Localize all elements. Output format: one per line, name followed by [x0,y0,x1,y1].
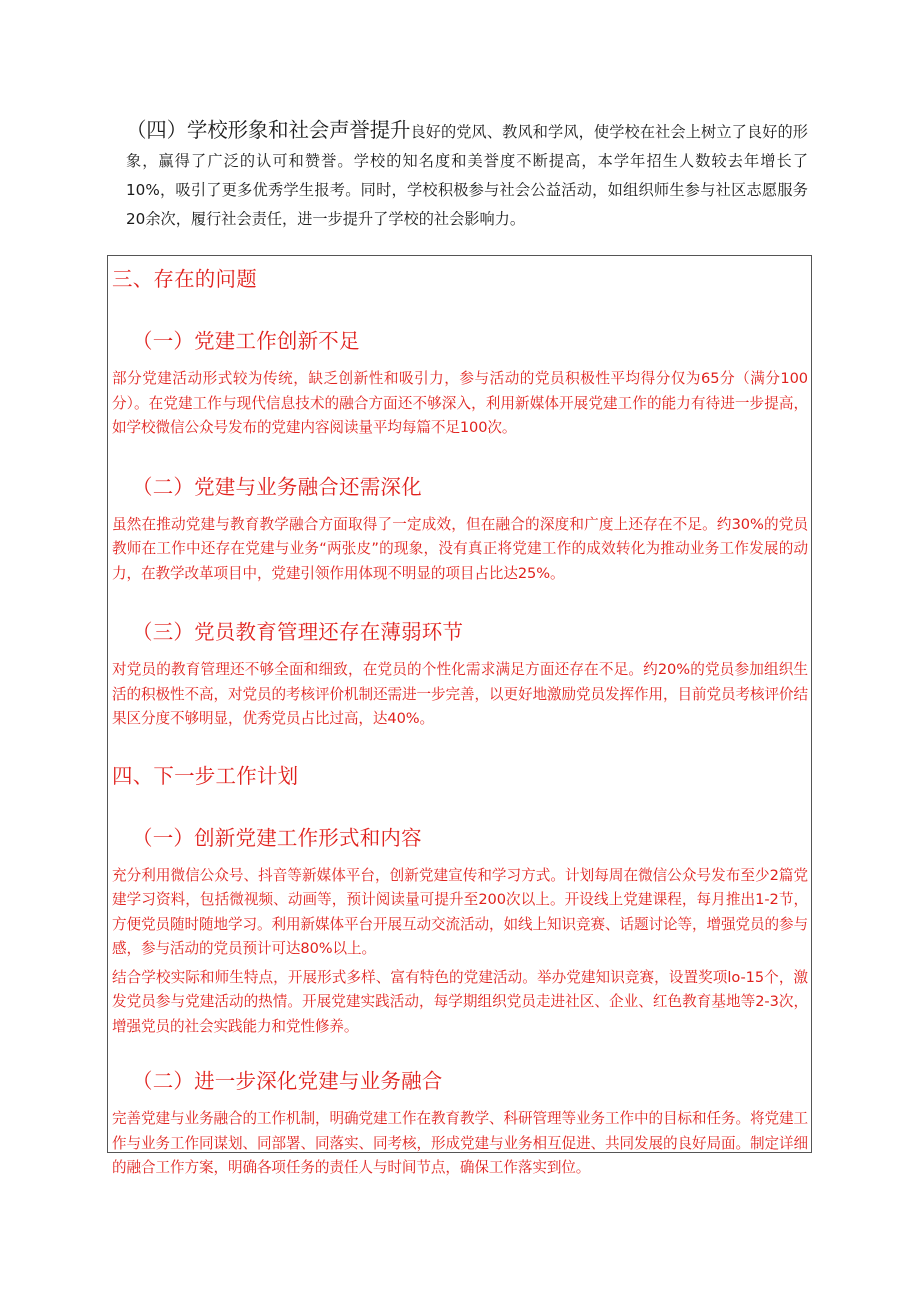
problem-text-3: 对党员的教育管理还不够全面和细致，在党员的个性化需求满足方面还存在不足。约20%的党员参加组织生活的积极性不高，对党员的考核评价机制还需进一步完善，以更好地激励党员发挥作用，目前党员考核评价结果区分度不够明显，优秀党员占比过高，达40%。 [112,661,808,727]
section-title-problems: 三、存在的问题 [112,267,257,291]
problem-text-2: 虽然在推动党建与教育教学融合方面取得了一定成效，但在融合的深度和广度上还存在不足。约30%的党员教师在工作中还存在党建与业务“两张皮”的现象，没有真正将党建工作的成效转化为推动业务工作发展的动力，在教学改革项目中，党建引领作用体现不明显的项目占比达25%。 [112,515,808,582]
plan-heading-2: （二）进一步深化党建与业务融合 [132,1069,443,1093]
plan-text-1a: 充分利用微信公众号、抖音等新媒体平台，创新党建宣传和学习方式。计划每周在微信公众号发布至少2篇党建学习资料，包括微视频、动画等，预计阅读量可提升至200次以上。开设线上党建课程，每月推出1-2节，方便党员随时随地学习。利用新媒体平台开展互动交流活动，如线上知识竞赛、话题讨论等，增强党员的参与感，参与活动的党员预计可达80%以上。 [112,866,808,957]
problem-heading-3: （三）党员教育管理还存在薄弱环节 [132,620,464,644]
problem-heading-1: （一）党建工作创新不足 [132,329,360,353]
intro-paragraph [108,116,808,234]
plan-text-2a: 完善党建与业务融合的工作机制，明确党建工作在教育教学、科研管理等业务工作中的目标和任务。将党建工作与业务工作同谋划、同部署、同落实、同考核，形成党建与业务相互促进、共同发展的良好局面。制定详细的融合工作方案，明确各项任务的责任人与时间节点，确保工作落实到位。 [112,1110,808,1176]
content-box [107,255,812,1176]
plan-text-1b: 结合学校实际和师生特点，开展形式多样、富有特色的党建活动。举办党建知识竞赛，设置奖项lo-15个，激发党员参与党建活动的热情。开展党建实践活动，每学期组织党员走进社区、企业、红色教育基地等2-3次，增强党员的社会实践能力和党性修养。 [112,968,808,1035]
problem-heading-2: （二）党建与业务融合还需深化 [132,474,422,499]
plan-heading-1: （一）创新党建工作形式和内容 [132,825,422,850]
intro-text: 良好的党风、教风和学风，使学校在社会上树立了良好的形象，赢得了广泛的认可和赞誉。学校的知名度和美誉度不断提高，本学年招生人数较去年增长了10%，吸引了更多优秀学生报考。同时，学校积极参与社会公益活动，如组织师生参与社区志愿服务20余次，履行社会责任，进一步提升了学校的社会影响力。 [126,123,808,228]
intro-heading: （四）学校形象和社会声誉提升 [126,118,411,142]
intro-section [108,116,808,234]
section-title-plan: 四、下一步工作计划 [112,763,299,788]
problem-text-1: 部分党建活动形式较为传统，缺乏创新性和吸引力，参与活动的党员积极性平均得分仅为65分（满分100分）。在党建工作与现代信息技术的融合方面还不够深入，利用新媒体开展党建工作的能力有待进一步提高，如学校微信公众号发布的党建内容阅读量平均每篇不足100次。 [112,370,808,436]
